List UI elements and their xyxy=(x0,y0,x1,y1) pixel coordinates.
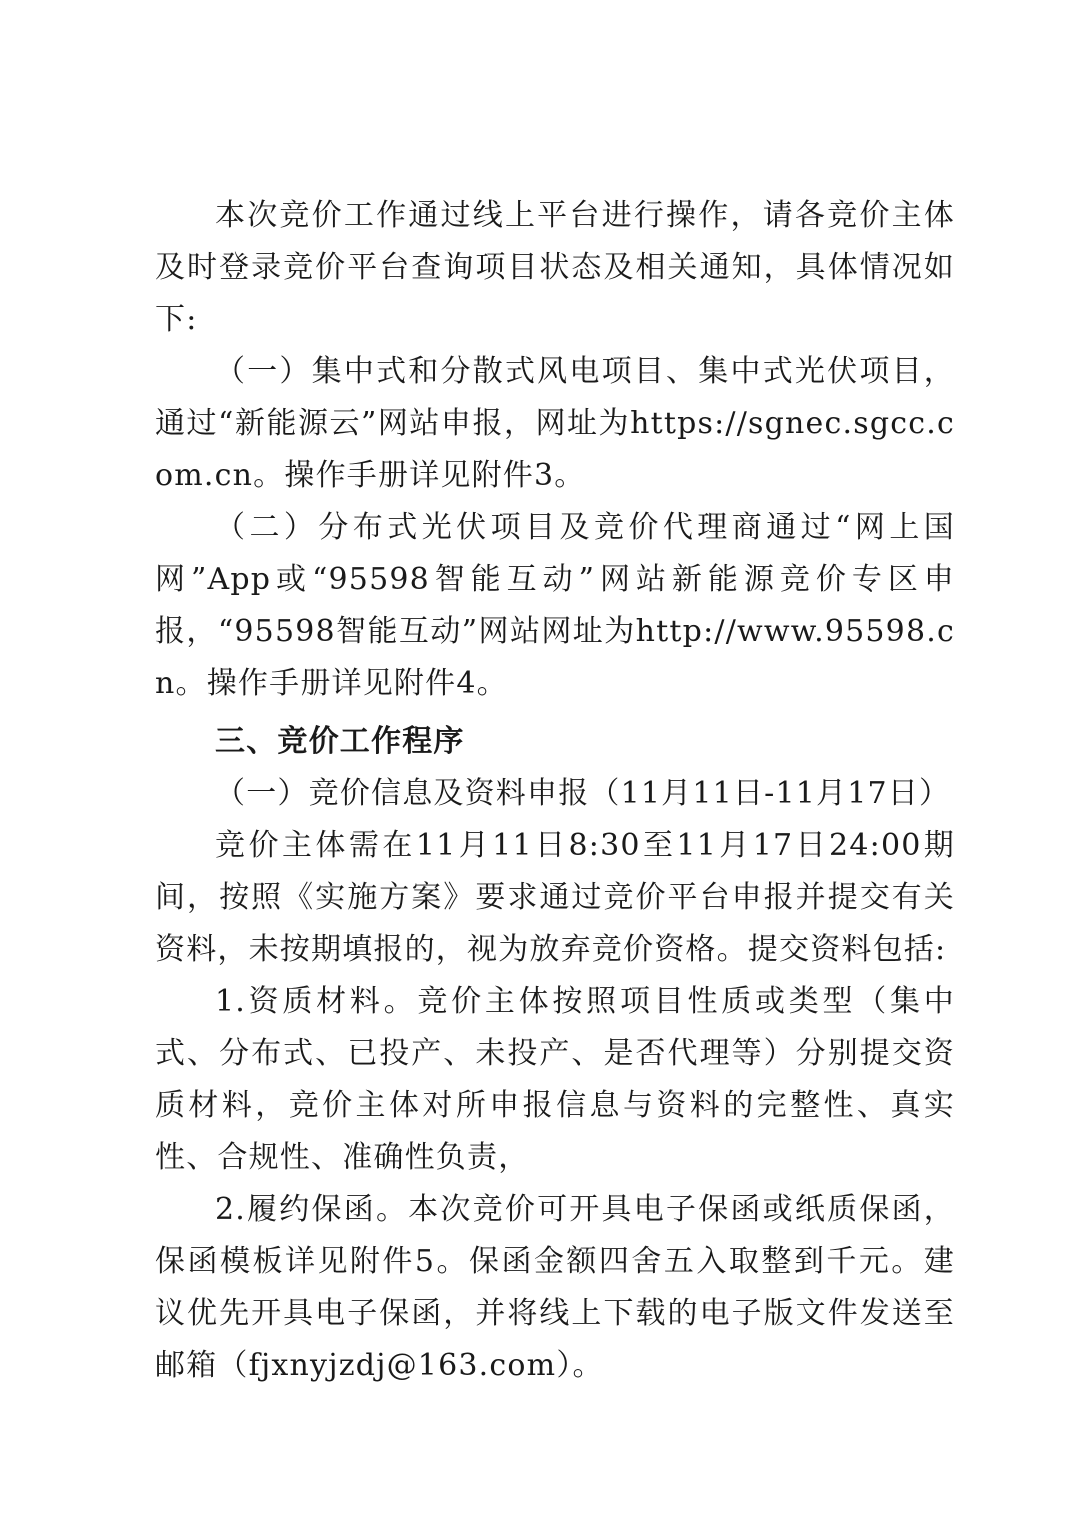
paragraph-performance-guarantee: 2.履约保函。本次竞价可开具电子保函或纸质保函，保函模板详见附件5。保函金额四舍五入取整到千元。建议优先开具电子保函，并将线上下载的电子版文件发送至邮箱（fjxnyjzdj@163.com）。 xyxy=(155,1192,955,1383)
paragraph-distributed-pv: （二）分布式光伏项目及竞价代理商通过“网上国网”App或“95598智能互动”网站新能源竞价专区申报，“95598智能互动”网站网址为http://www.95598.cn。操作手册详见附件4。 xyxy=(155,510,955,701)
subsection-heading: （一）竞价信息及资料申报（11月11日-11月17日） xyxy=(215,776,951,811)
paragraph-submission-period: 竞价主体需在11月11日8:30至11月17日24:00期间，按照《实施方案》要求通过竞价平台申报并提交有关资料，未按期填报的，视为放弃竞价资格。提交资料包括: xyxy=(155,828,955,967)
paragraph-new-energy-cloud: （一）集中式和分散式风电项目、集中式光伏项目，通过“新能源云”网站申报，网址为https://sgnec.sgcc.com.cn。操作手册详见附件3。 xyxy=(155,354,955,493)
document-body xyxy=(155,190,955,1392)
paragraph-qualification-materials: 1.资质材料。竞价主体按照项目性质或类型（集中式、分布式、已投产、未投产、是否代理等）分别提交资质材料，竞价主体对所申报信息与资料的完整性、真实性、合规性、准确性负责， xyxy=(155,984,955,1175)
section-heading: 三、竞价工作程序 xyxy=(215,724,465,759)
paragraph-platform-intro: 本次竞价工作通过线上平台进行操作，请各竞价主体及时登录竞价平台查询项目状态及相关通知，具体情况如下: xyxy=(155,198,955,337)
